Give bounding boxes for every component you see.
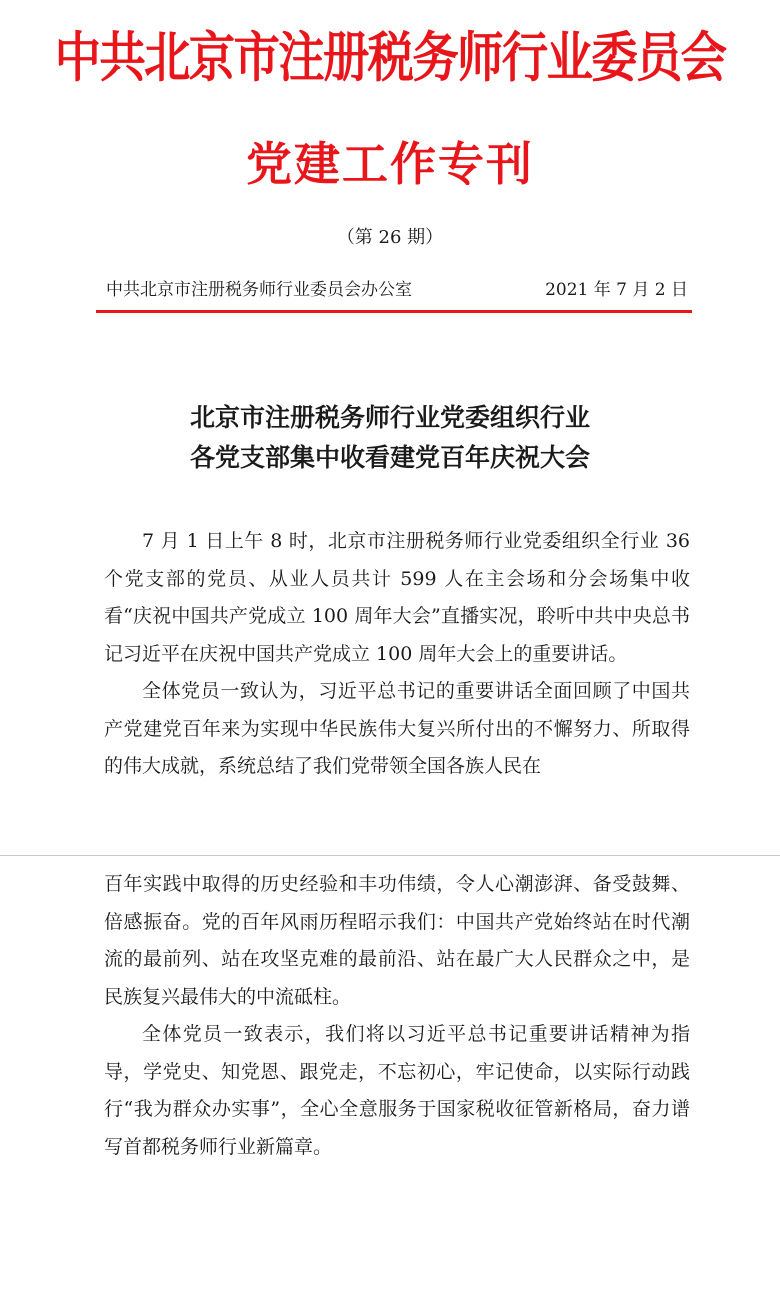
issue-date: 2021 年 7 月 2 日 — [545, 280, 688, 300]
article-title-line-2: 各党支部集中收看建党百年庆祝大会 — [189, 443, 590, 472]
red-divider-line — [96, 310, 692, 313]
article-body-page-1 — [104, 523, 690, 786]
body-paragraph: 全体党员一致表示，我们将以习近平总书记重要讲话精神为指导，学党史、知党恩、跟党走，不忘初心，牢记使命，以实际行动践行“我为群众办实事”，全心全意服务于国家税收征管新格局，奋力谱写首都税务师行业新篇章。 — [104, 1023, 690, 1158]
article-body-page-2 — [104, 866, 690, 1166]
article-title — [0, 398, 780, 478]
organization-title: 中共北京市注册税务师行业委员会 — [54, 25, 726, 89]
issuer-row — [106, 276, 688, 304]
body-paragraph: 7 月 1 日上午 8 时，北京市注册税务师行业党委组织全行业 36 个党支部的党员、从业人员共计 599 人在主会场和分会场集中收看“庆祝中国共产党成立 100 周年大会”直播实况，聆听中共中央总书记习近平在庆祝中国共产党成立 100 周年大会上的重要讲话。 — [104, 530, 690, 665]
body-paragraph-continued: 百年实践中取得的历史经验和丰功伟绩，令人心潮澎湃、备受鼓舞、倍感振奋。党的百年风雨历程昭示我们：中国共产党始终站在时代潮流的最前列、站在攻坚克难的最前沿、站在最广大人民群众之中，是民族复兴最伟大的中流砥柱。 — [104, 873, 690, 1008]
special-issue-title: 党建工作专刊 — [246, 137, 534, 191]
article-title-line-1: 北京市注册税务师行业党委组织行业 — [189, 403, 590, 432]
page-break-divider — [0, 855, 780, 856]
issuing-office: 中共北京市注册税务师行业委员会办公室 — [106, 280, 412, 300]
issue-number: （第 26 期） — [336, 227, 444, 248]
body-paragraph: 全体党员一致认为，习近平总书记的重要讲话全面回顾了中国共产党建党百年来为实现中华民族伟大复兴所付出的不懈努力、所取得的伟大成就，系统总结了我们党带领全国各族人民在 — [104, 680, 690, 777]
